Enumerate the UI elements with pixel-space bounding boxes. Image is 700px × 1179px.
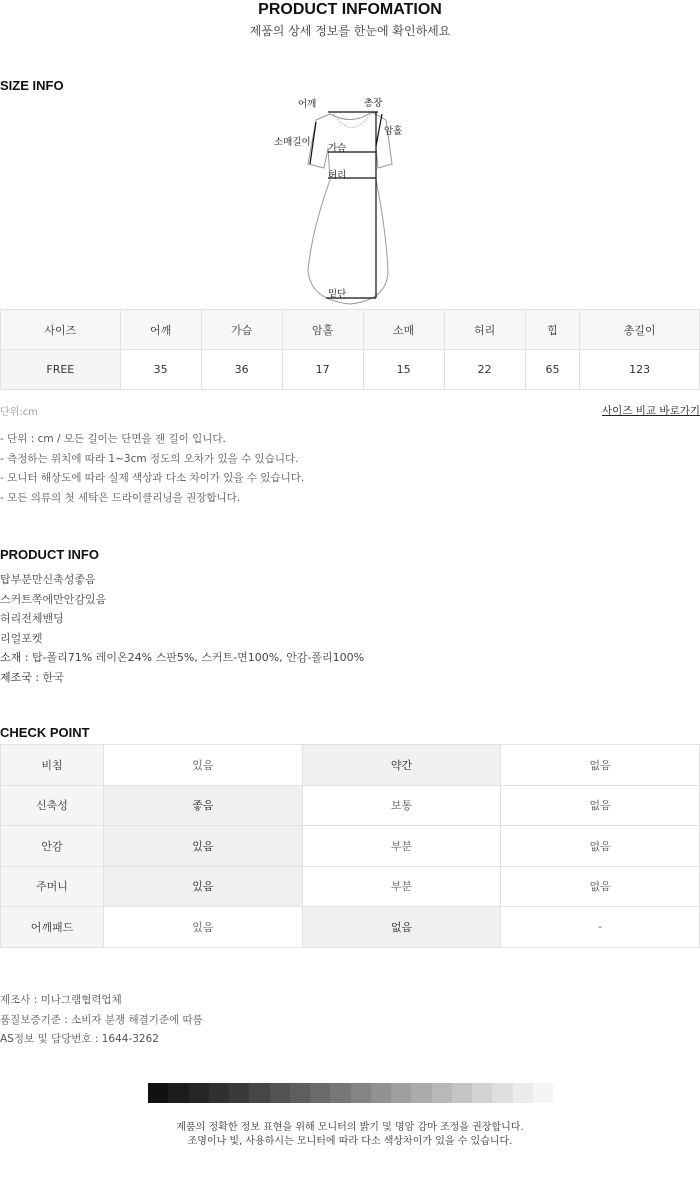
size-cell: 17: [282, 350, 363, 390]
grayscale-swatch: [330, 1083, 350, 1103]
dress-diagram: [260, 90, 440, 305]
label-chest: 가슴: [328, 143, 347, 154]
material-label: 소재: [0, 651, 22, 664]
table-row: [1, 866, 700, 907]
size-compare-link[interactable]: 사이즈 비교 바로가기: [602, 405, 700, 417]
note-line: - 모든 의류의 첫 세탁은 드라이클리닝을 권장합니다.: [0, 491, 241, 504]
check-option-selected: 있음: [104, 826, 303, 867]
unit-label: 단위:cm: [0, 407, 38, 418]
check-option: 부분: [302, 826, 501, 867]
origin-value: : 한국: [31, 670, 64, 684]
material-line: [0, 648, 364, 668]
size-cell: 36: [201, 350, 282, 390]
page-title: PRODUCT INFOMATION: [258, 1, 442, 18]
grayscale-swatch: [432, 1083, 452, 1103]
table-row: [1, 745, 700, 786]
grayscale-swatch: [351, 1083, 371, 1103]
check-option: 있음: [104, 907, 303, 948]
grayscale-swatch: [492, 1083, 512, 1103]
check-option-selected: 약간: [302, 745, 501, 786]
table-row: [1, 907, 700, 948]
check-label: 주머니: [1, 866, 104, 907]
grayscale-swatch: [310, 1083, 330, 1103]
grayscale-swatch: [513, 1083, 533, 1103]
check-option: 부분: [302, 866, 501, 907]
grayscale-swatch: [472, 1083, 492, 1103]
grayscale-swatch: [189, 1083, 209, 1103]
check-point-title: CHECK POINT: [0, 725, 90, 740]
grayscale-swatch: [452, 1083, 472, 1103]
check-option-selected: 좋음: [104, 785, 303, 826]
grayscale-swatch: [168, 1083, 188, 1103]
size-col-header: 가슴: [201, 310, 282, 350]
table-row: [1, 350, 700, 390]
label-sleeve: 소매길이: [274, 137, 311, 148]
grayscale-swatch: [229, 1083, 249, 1103]
check-option: 보통: [302, 785, 501, 826]
size-table: [0, 309, 700, 390]
notice-line: 조명이나 빛, 사용하시는 모니터에 따라 다소 색상차이가 있을 수 있습니다.: [187, 1136, 513, 1147]
check-option: 없음: [501, 785, 700, 826]
grayscale-swatch: [148, 1083, 168, 1103]
footer-line: AS정보 및 담당번호 : 1644-3262: [0, 1033, 159, 1045]
grayscale-swatch: [209, 1083, 229, 1103]
size-notes: [0, 430, 304, 508]
check-option: 없음: [501, 745, 700, 786]
size-info-title: SIZE INFO: [0, 78, 64, 93]
size-col-header: 허리: [444, 310, 525, 350]
size-col-header: 사이즈: [1, 310, 121, 350]
size-table-header-row: [1, 310, 700, 350]
note-line: - 측정하는 위치에 따라 1~3cm 정도의 오차가 있을 수 있습니다.: [0, 452, 299, 465]
check-label: 비침: [1, 745, 104, 786]
product-info-line: 탑부분만신축성좋음: [0, 573, 96, 586]
grayscale-swatch: [249, 1083, 269, 1103]
size-cell: 35: [120, 350, 201, 390]
product-info-title: PRODUCT INFO: [0, 547, 99, 562]
size-col-header: 소매: [363, 310, 444, 350]
grayscale-calibration-bar: [148, 1083, 553, 1103]
origin-label: 제조국: [0, 670, 32, 684]
grayscale-swatch: [290, 1083, 310, 1103]
check-point-table: [0, 744, 700, 948]
check-label: 안감: [1, 826, 104, 867]
check-label: 어깨패드: [1, 907, 104, 948]
size-cell: 22: [444, 350, 525, 390]
monitor-notice: [0, 1121, 700, 1149]
size-col-header: 어깨: [120, 310, 201, 350]
grayscale-swatch: [533, 1083, 553, 1103]
check-option: 없음: [501, 866, 700, 907]
footer-line: 품질보증기준 : 소비자 분쟁 해결기준에 따름: [0, 1013, 203, 1026]
label-shoulder: 어깨: [298, 99, 317, 110]
check-label: 신축성: [1, 785, 104, 826]
grayscale-swatch: [270, 1083, 290, 1103]
label-armhole: 암홀: [384, 126, 403, 137]
grayscale-swatch: [371, 1083, 391, 1103]
grayscale-swatch: [411, 1083, 431, 1103]
size-cell: 123: [580, 350, 700, 390]
origin-line: [0, 668, 364, 688]
check-option: 있음: [104, 745, 303, 786]
label-waist: 허리: [328, 170, 347, 181]
notice-line: 제품의 정확한 정보 표현을 위해 모니터의 밝기 및 명암 감마 조정을 권장합니다.: [176, 1122, 524, 1133]
grayscale-swatch: [391, 1083, 411, 1103]
check-option-selected: 있음: [104, 866, 303, 907]
page-subtitle: 제품의 상세 정보를 한눈에 확인하세요: [249, 24, 451, 38]
check-option-selected: 없음: [302, 907, 501, 948]
product-info-line: 허리전체밴딩: [0, 612, 64, 625]
product-info-line: 스커트쪽에만안감있음: [0, 592, 107, 606]
size-col-header: 암홀: [282, 310, 363, 350]
manufacturer-info: [0, 991, 203, 1050]
size-cell: 15: [363, 350, 444, 390]
size-col-header: 힙: [525, 310, 580, 350]
footer-line: 제조사 : 미나그램협력업체: [0, 994, 122, 1006]
dress-outline-illustration: [260, 90, 440, 305]
label-total-length: 총장: [364, 98, 383, 109]
material-value: : 탑-폴리71% 레이온24% 스판5%, 스커트-면100%, 안감-폴리100%: [21, 651, 365, 664]
label-hem: 밑단: [328, 289, 347, 300]
size-cell: 65: [525, 350, 580, 390]
check-option: 없음: [501, 826, 700, 867]
note-line: - 단위 : cm / 모든 길이는 단면을 잰 길이 입니다.: [0, 433, 226, 445]
size-col-header: 총길이: [580, 310, 700, 350]
note-line: - 모니터 해상도에 따라 실제 색상과 다소 차이가 있을 수 있습니다.: [0, 472, 305, 484]
product-info-line: 리얼포켓: [0, 631, 43, 645]
product-info-list: [0, 570, 364, 687]
table-row: [1, 785, 700, 826]
table-row: [1, 826, 700, 867]
size-cell: FREE: [1, 350, 121, 390]
check-option: -: [501, 907, 700, 948]
